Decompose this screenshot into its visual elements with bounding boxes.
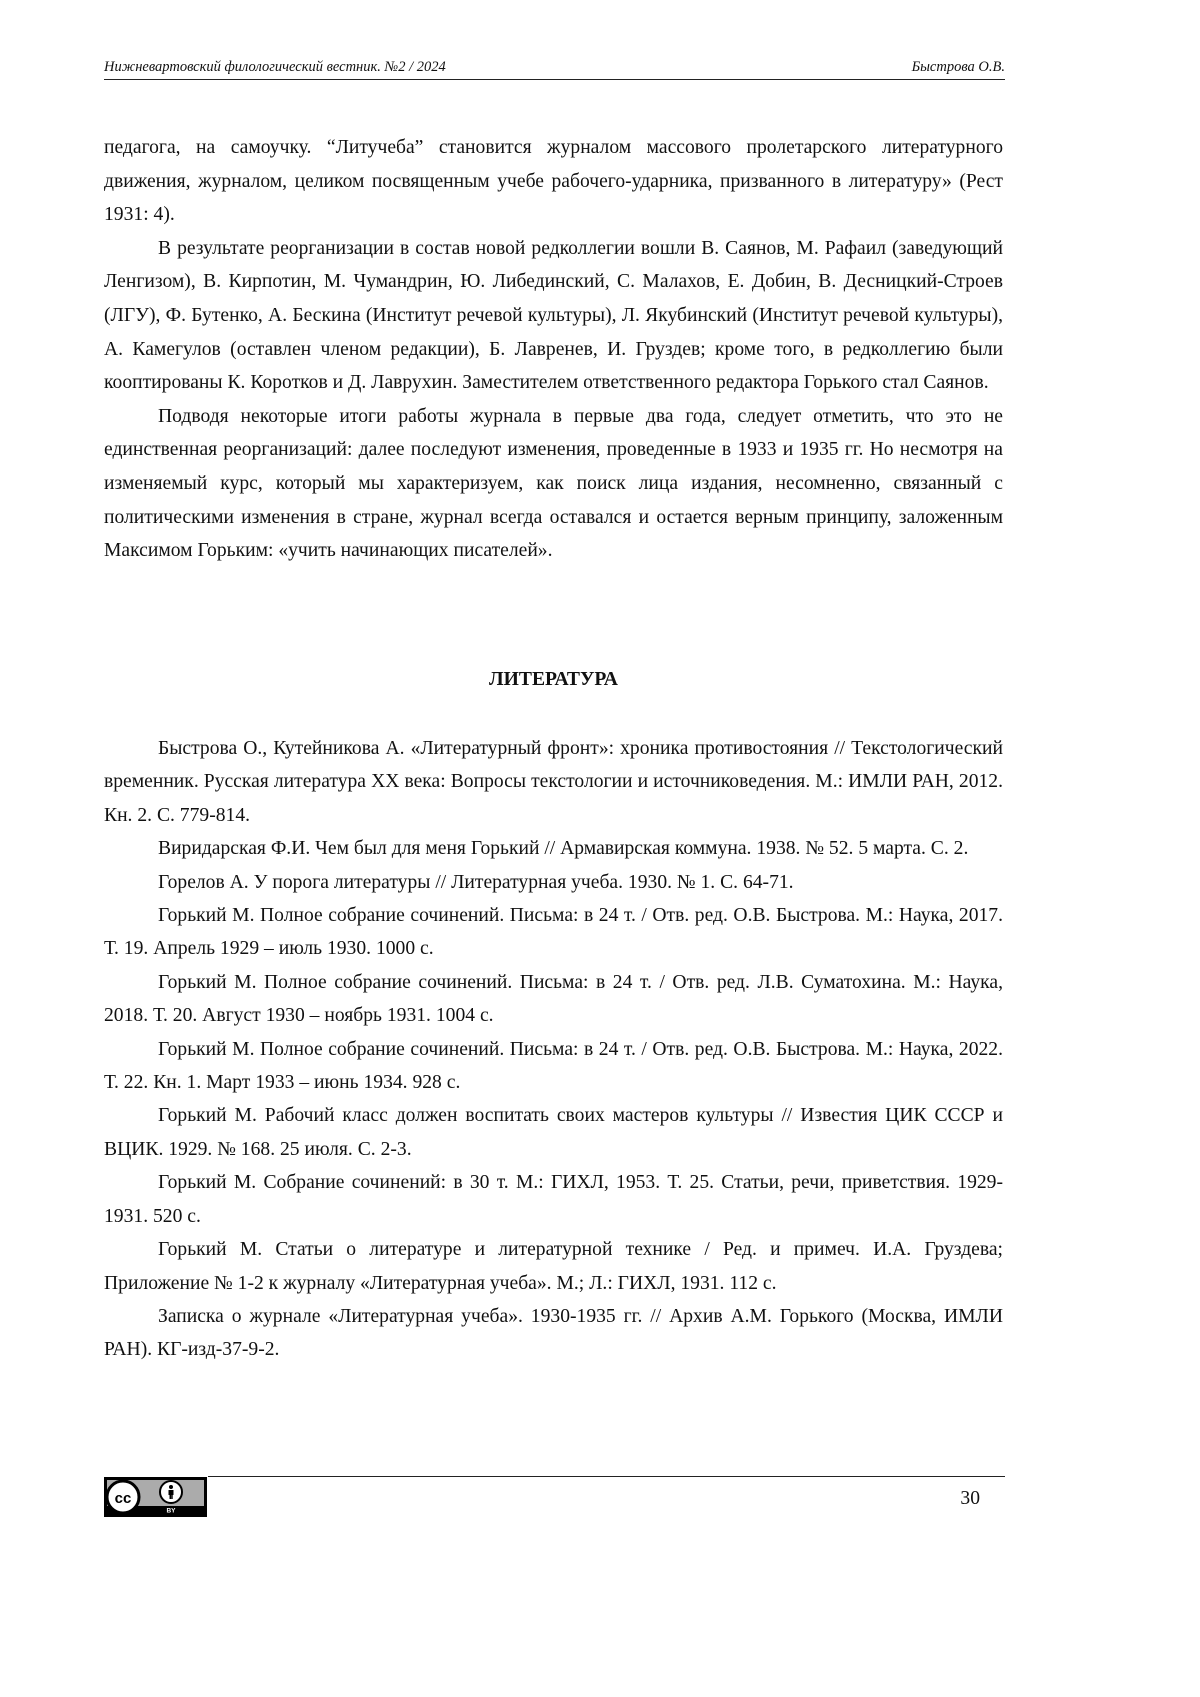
reference-item: Горький М. Рабочий класс должен воспитать своих мастеров культуры // Известия ЦИК СССР и ВЦИК. 1929. № 168. 25 июля. С. 2-3. <box>104 1105 1003 1160</box>
journal-title: Нижневартовский филологический вестник. №2 / 2024 <box>104 59 446 75</box>
reference-item: Горький М. Статьи о литературе и литературной технике / Ред. и примеч. И.А. Груздева; Приложение № 1-2 к журналу «Литературная учеба». М.; Л.: ГИХЛ, 1931. 112 с. <box>104 1239 1003 1294</box>
article-body <box>104 131 1003 568</box>
running-header <box>104 58 1005 80</box>
reference-item: Горький М. Полное собрание сочинений. Письма: в 24 т. / Отв. ред. О.В. Быстрова. М.: Наука, 2017. Т. 19. Апрель 1929 – июль 1930. 1000 с. <box>104 905 1003 960</box>
footer-divider <box>208 1476 1005 1477</box>
reference-item: Горький М. Полное собрание сочинений. Письма: в 24 т. / Отв. ред. Л.В. Суматохина. М.: Наука, 2018. Т. 20. Август 1930 – ноябрь 1931. 1004 с. <box>104 971 1003 1027</box>
references-list <box>104 732 1003 1367</box>
reference-item: Записка о журнале «Литературная учеба». 1930-1935 гг. // Архив А.М. Горького (Москва, ИМЛИ РАН). КГ-изд-37-9-2. <box>104 1305 1003 1361</box>
reference-item: Горький М. Собрание сочинений: в 30 т. М.: ГИХЛ, 1953. Т. 25. Статьи, речи, приветствия. 1929-1931. 520 с. <box>104 1172 1003 1227</box>
cc-by-license-badge <box>104 1477 207 1517</box>
license-badge-label: BY <box>166 1507 176 1515</box>
cc-icon <box>107 1481 139 1513</box>
svg-text:cc: cc <box>114 1490 132 1507</box>
header-divider <box>104 79 1005 80</box>
reference-item: Виридарская Ф.И. Чем был для меня Горький // Армавирская коммуна. 1938. № 52. 5 марта. С. 2. <box>158 838 969 860</box>
reference-item: Горький М. Полное собрание сочинений. Письма: в 24 т. / Отв. ред. О.В. Быстрова. М.: Наука, 2022. Т. 22. Кн. 1. Март 1933 – июнь 1934. 928 с. <box>104 1038 1003 1094</box>
body-paragraph: В результате реорганизации в состав новой редколлегии вошли В. Саянов, М. Рафаил (заведующий Ленгизом), В. Кирпотин, М. Чумандрин, Ю. Либединский, С. Малахов, Е. Добин, В. Десницкий-Строев (ЛГУ), Ф. Бутенко, А. Бескина (Институт речевой культуры), Л. Якубинский (Институт речевой культуры), А. Камегулов (оставлен членом редакции), Б. Лавренев, И. Груздев; кроме того, в редколлегию были кооптированы К. Коротков и Д. Лаврухин. Заместителем ответственного редактора Горького стал Саянов. <box>104 237 1003 394</box>
body-paragraph: Подводя некоторые итоги работы журнала в первые два года, следует отметить, что это не единственная реорганизаций: далее последуют изменения, проведенные в 1933 и 1935 гг. Но несмотря на изменяемый курс, который мы характеризуем, как поиск лица издания, несомненно, связанный с политическими изменения в стране, журнал всегда оставался и остается верным принципу, заложенным Максимом Горьким: «учить начинающих писателей». <box>104 405 1003 562</box>
references-heading: ЛИТЕРАТУРА <box>489 669 618 690</box>
page-number: 30 <box>960 1488 980 1509</box>
reference-item: Быстрова О., Кутейникова А. «Литературный фронт»: хроника противостояния // Текстологический временник. Русская литература XX века: Вопросы текстологии и источниковедения. М.: ИМЛИ РАН, 2012. Кн. 2. С. 779-814. <box>104 738 1003 826</box>
reference-item: Горелов А. У порога литературы // Литературная учеба. 1930. № 1. С. 64-71. <box>158 871 794 893</box>
article-author: Быстрова О.В. <box>911 59 1005 75</box>
attribution-icon <box>160 1481 182 1503</box>
body-paragraph: педагога, на самоучку. “Литучеба” становится журналом массового пролетарского литературного движения, журналом, целиком посвященным учебе рабочего-ударника, призванного в литературу» (Рест 1931: 4). <box>104 137 1003 226</box>
